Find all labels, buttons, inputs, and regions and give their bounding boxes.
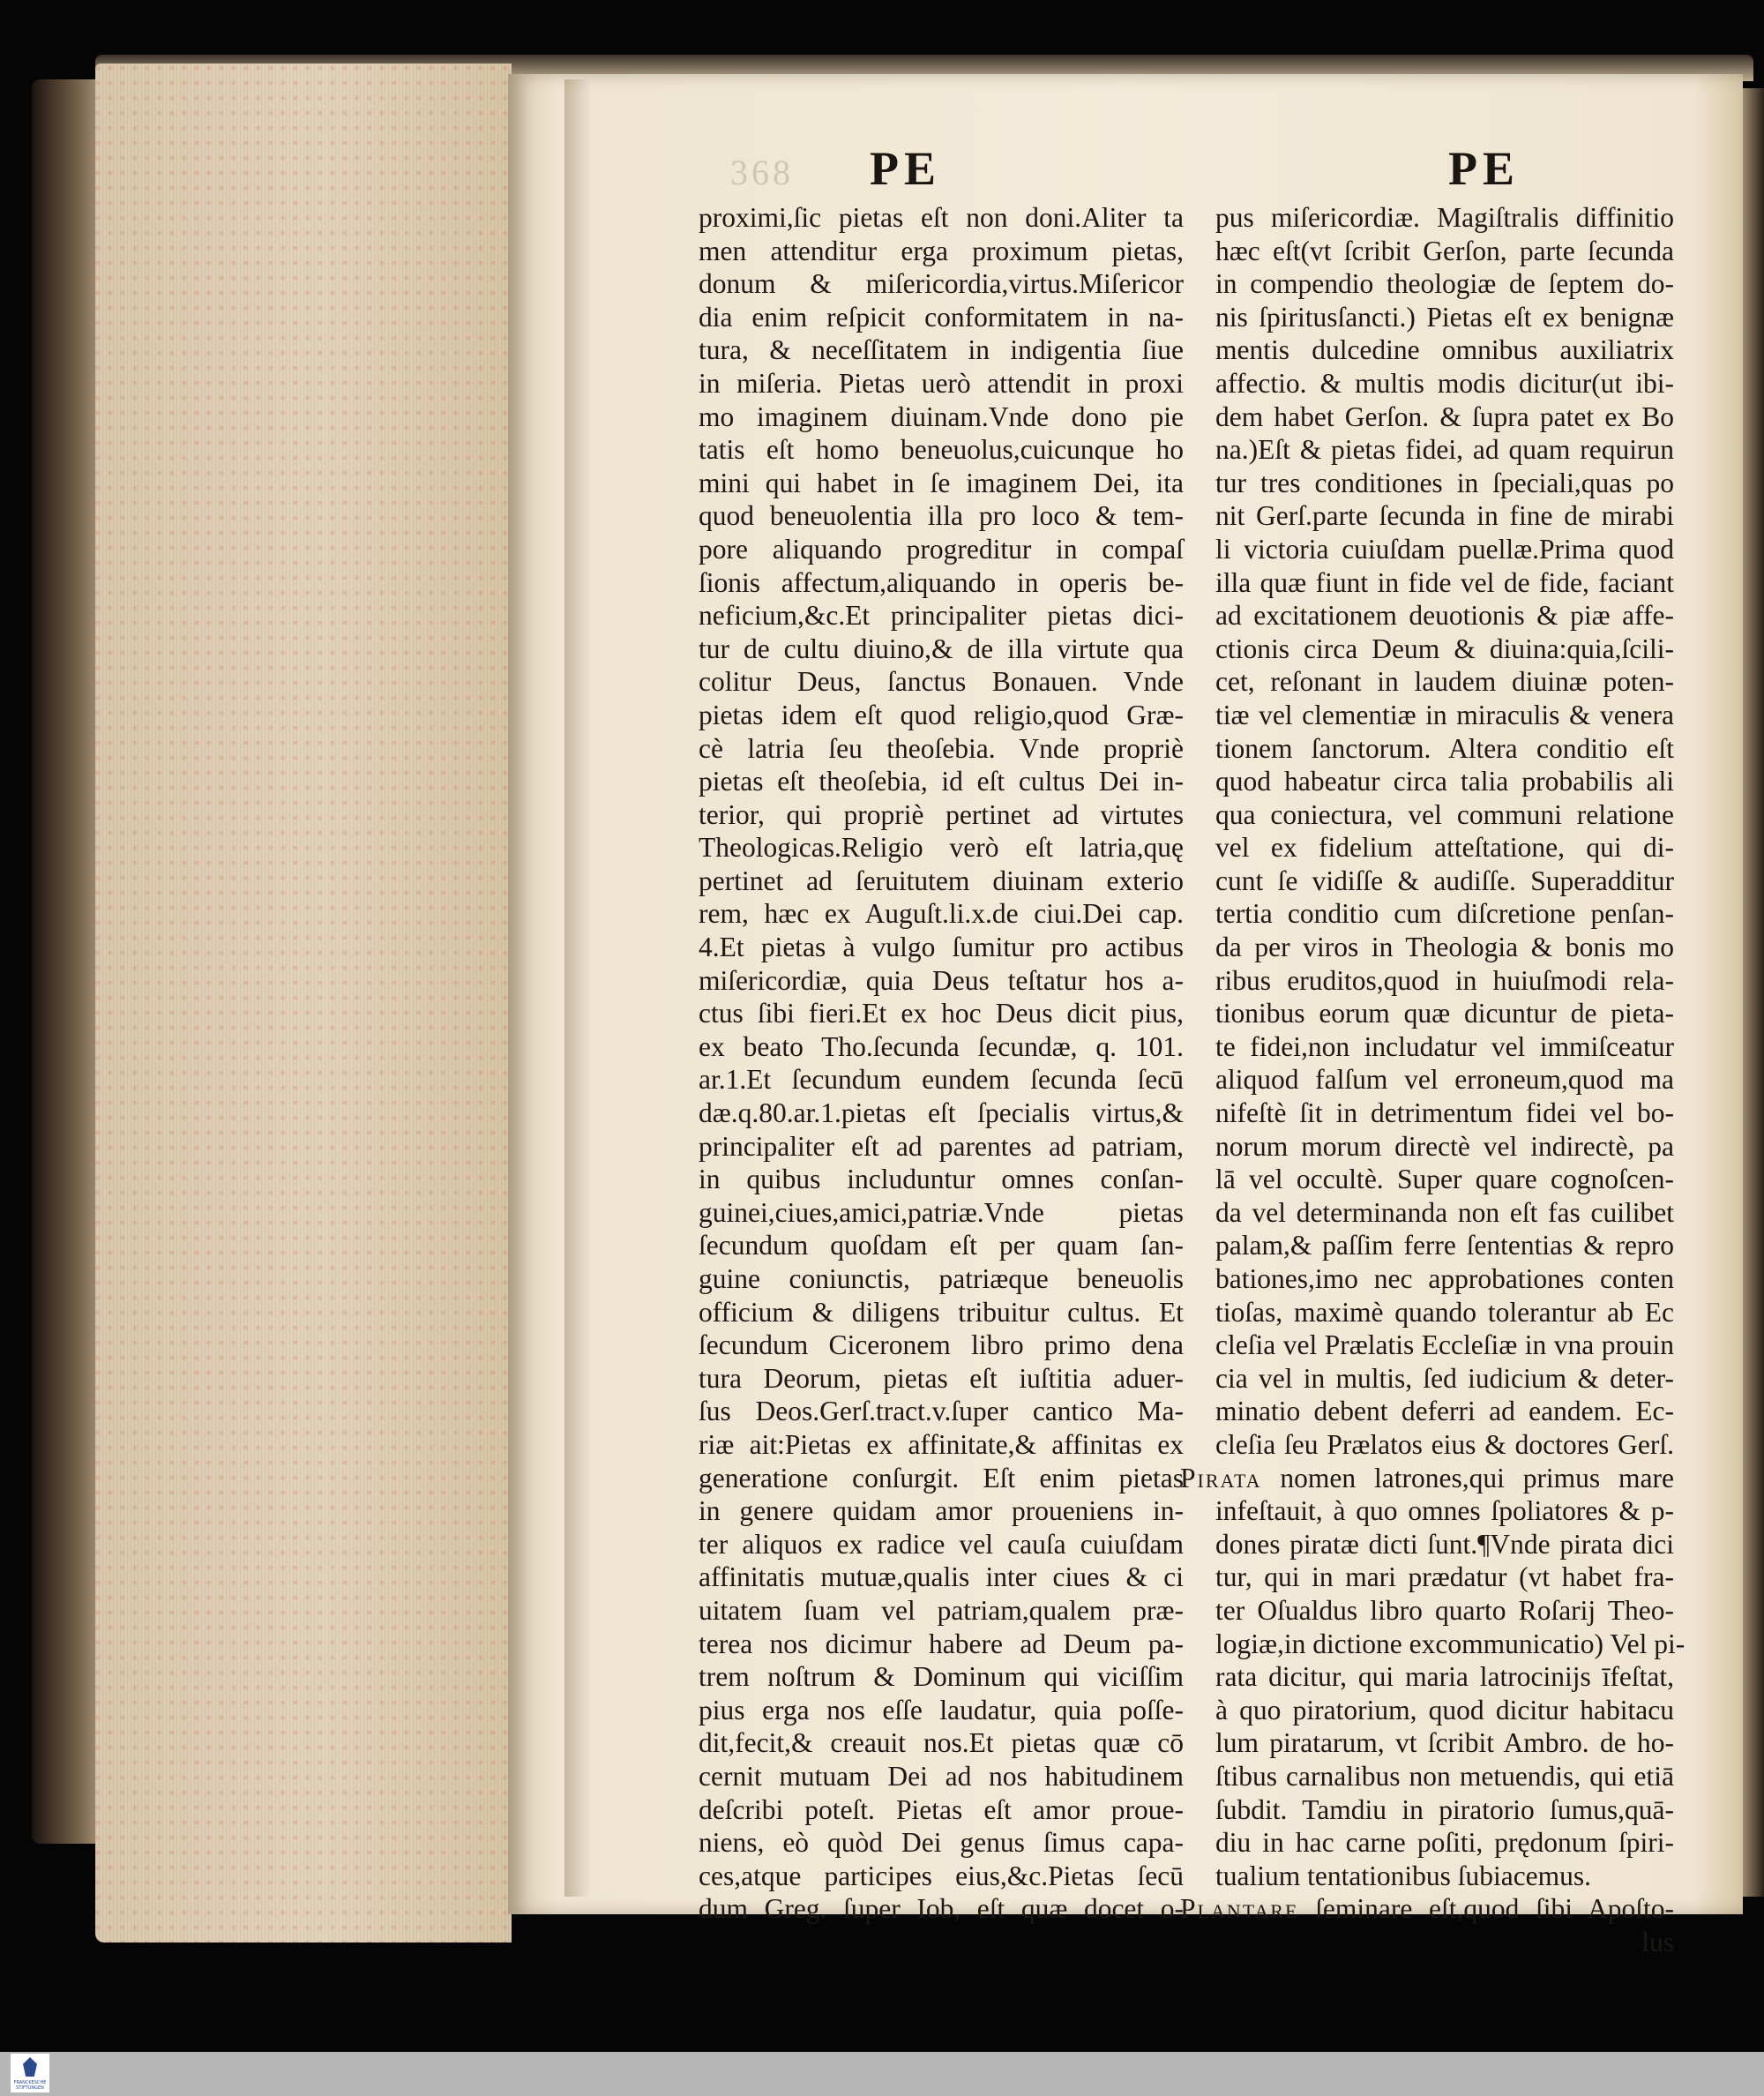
text-line: generatione conſurgit. Eſt enim pietas [699,1462,1184,1493]
text-line: aliquod falſum vel erroneum,quod ma [1215,1064,1674,1096]
text-line: cleſia vel Prælatis Eccleſiæ in vna prouin [1215,1329,1674,1361]
text-line: riæ ait:Pietas ex affinitate,& affinitas ex [699,1428,1184,1460]
text-line: men attenditur erga proximum pietas, [699,235,1184,266]
text-line: rem, hæc ex Auguſt.li.x.de ciui.Dei cap. [699,898,1184,930]
plantare-entry [1180,1892,1683,1958]
running-head-right: PE [1448,142,1521,195]
plantare-first-line [1180,1892,1674,1926]
text-line: da per viros in Theologia & bonis mo [1215,932,1674,963]
text-line: terior, qui propriè pertinet ad virtutes [699,798,1184,830]
page-edges-block [95,64,512,1943]
text-line: tur tres conditiones in ſpeciali,quas po [1215,467,1674,498]
text-line: colitur Deus, ſanctus Bonauen. Vnde [699,666,1184,698]
text-line: te fidei,non includatur vel immiſceatur [1215,1030,1674,1062]
text-line: bationes,imo nec approbationes conten [1215,1263,1674,1294]
text-line: ctus ſibi fieri.Et ex hoc Deus dicit pius, [699,998,1184,1029]
text-line: tionibus eorum quæ dicuntur de pieta- [1215,998,1674,1029]
text-line: nis ſpiritusſancti.) Pietas eſt ex benignæ [1215,301,1674,333]
book-spine-shadow [32,79,102,1844]
pirata-line: ter Oſualdus libro quarto Roſarij Theo- [1215,1594,1674,1626]
text-line: pus miſericordiæ. Magiſtralis diffinitio [1215,202,1674,233]
pirata-line: nomen latrones,qui primus mare [1280,1462,1675,1493]
text-line: li victoria cuiuſdam puellæ.Prima quod [1215,533,1674,565]
text-line: tur de cultu diuino,& de illa virtute qua [699,633,1184,664]
text-line: terea nos dicimur habere ad Deum pa- [699,1628,1184,1659]
text-line: ſus Deos.Gerſ.tract.v.ſuper cantico Ma- [699,1396,1184,1427]
text-line: mini qui habet in ſe imaginem Dei, ita [699,467,1184,498]
text-line: quod habeatur circa talia probabilis ali [1215,766,1674,797]
text-line: miſericordiæ, quia Deus teſtatur hos a- [699,964,1184,996]
running-head-left: PE [870,142,942,195]
text-line: na.)Eſt & pietas fidei, ad quam requirun [1215,434,1674,466]
text-line: guine coniunctis, patriæque beneuolis [699,1263,1184,1294]
text-line: dem habet Gerſon. & ſupra patet ex Bo [1215,400,1674,432]
text-line: cia vel in multis, ſed iudicium & deter- [1215,1362,1674,1394]
text-line: dit,fecit,& creauit nos.Et pietas quæ cō [699,1727,1184,1759]
text-line: cet, reſonant in laudem diuinæ poten- [1215,666,1674,698]
pirata-line: infeſtauit, à quo omnes ſpoliatores & p- [1215,1495,1674,1527]
text-line: deſcribi poteſt. Pietas eſt amor proue- [699,1793,1184,1825]
text-line: nit Gerſ.parte ſecunda in fine de mirabi [1215,500,1674,532]
text-line: affinitatis mutuæ,qualis inter ciues & ci [699,1561,1184,1593]
pirata-line: rata dicitur, qui maria latrocinijs īfeſtat, [1215,1661,1674,1693]
text-line: ſionis affectum,aliquando in operis be- [699,566,1184,598]
pirata-line: ſtibus carnalibus non metuendis, qui etiā [1215,1760,1674,1792]
text-line: lā vel occultè. Super quare cognoſcen- [1215,1164,1674,1195]
text-line: ex beato Tho.ſecunda ſecundæ, q. 101. [699,1030,1184,1062]
text-line: cleſia ſeu Prælatos eius & doctores Gerſ. [1215,1428,1674,1460]
text-line: Theologicas.Religio verò eſt latria,quę [699,832,1184,864]
pirata-line: logiæ,in dictione excommunicatio) Vel pi- [1215,1628,1686,1659]
text-line: guinei,ciues,amici,patriæ.Vnde pietas [699,1196,1184,1228]
text-line: tura Deorum, pietas eſt iuſtitia aduer- [699,1362,1184,1394]
text-line: tura, & neceſſitatem in indigentia ſiue [699,334,1184,366]
right-page-edge [1743,88,1764,1897]
text-line: qua coniectura, vel communi relatione [1215,798,1674,830]
text-line: mentis dulcedine omnibus auxiliatrix [1215,334,1674,366]
text-line: tioſas, maximè quando tolerantur ab Ec [1215,1296,1674,1328]
pirata-line: à quo piratorium, quod dicitur habitacu [1215,1694,1674,1725]
text-line: uitatem ſuam vel patriam,qualem præ- [699,1594,1184,1626]
pirata-line: tur, qui in mari prædatur (vt habet fra- [1215,1561,1674,1593]
text-line: palam,& paſſim ferre ſententias & repro [1215,1230,1674,1261]
show-through-folio: 368 [730,153,794,192]
pirata-line: lum piratarum, vt ſcribit Ambro. de ho- [1215,1727,1674,1759]
text-line: quod beneuolentia illa pro loco & tem- [699,500,1184,532]
text-line: tatis eſt homo beneuolus,cuicunque ho [699,434,1184,466]
text-line: in compendio theologiæ de ſeptem do- [1215,268,1674,300]
text-line: ribus eruditos,quod in huiuſmodi rela- [1215,964,1674,996]
text-line: dum Greg. ſuper Iob, eſt quæ docet o- [699,1893,1184,1925]
right-column-body [1215,201,1683,1462]
text-line: in quibus includuntur omnes conſan- [699,1164,1184,1195]
text-line: ter aliquos ex radice vel cauſa cuiuſdam [699,1528,1184,1560]
text-line: pius erga nos eſſe laudatur, quia poſſe- [699,1694,1184,1725]
text-line: tiæ vel clementiæ in miraculis & venera [1215,699,1674,730]
text-line: tertia conditio cum diſcretione penſan- [1215,898,1674,930]
text-line: cunt ſe vidiſſe & audiſſe. Superadditur [1215,865,1674,896]
text-line: tionem ſanctorum. Altera conditio eſt [1215,732,1674,764]
text-line: vel ex fidelium atteſtatione, qui di- [1215,832,1674,864]
text-line: ces,atque participes eius,&c.Pietas ſecū [699,1860,1184,1891]
text-line: ad excitationem deuotionis & piæ affe- [1215,600,1674,632]
pirata-entry [1180,1462,1686,1893]
pirata-body [1215,1494,1686,1892]
text-line: pertinet ad ſeruitutem diuinam exterio [699,865,1184,896]
logo-text: FRANCKESCHE STIFTUNGEN [13,2080,47,2091]
catchword: lus [1641,1926,1674,1958]
pirata-line: dones piratæ dicti ſunt.¶Vnde pirata dici [1215,1528,1674,1560]
text-line: norum morum directè vel indirectè, pa [1215,1130,1674,1162]
pirata-line: diu in hac carne poſiti, prędonum ſpiri- [1215,1827,1674,1859]
entry-headword-pirata: Pirata [1180,1462,1262,1493]
library-logo [11,2054,49,2092]
text-line: donum & miſericordia,virtus.Miſericor [699,268,1184,300]
pirata-line: ſubdit. Tamdiu in piratorio ſumus,quā- [1215,1793,1674,1825]
text-line: nifeſtè ſit in detrimentum fidei vel bo- [1215,1097,1674,1129]
text-line: cè latria ſeu theoſebia. Vnde propriè [699,732,1184,764]
gutter-shadow [564,79,591,1897]
pirata-first-line [1180,1462,1674,1495]
right-text-column [1180,201,1686,1958]
text-line: pore aliquando progreditur in compaſ [699,533,1184,565]
text-line: pietas idem eſt quod religio,quod Græ- [699,699,1184,730]
text-line: mo imaginem diuinam.Vnde dono pie [699,400,1184,432]
text-line: ar.1.Et ſecundum eundem ſecunda ſecū [699,1064,1184,1096]
text-line: minatio debent deferri ad eandem. Ec- [1215,1396,1674,1427]
text-line: affectio. & multis modis dicitur(ut ibi- [1215,367,1674,399]
viewer-footer-bar [0,2052,1764,2096]
left-text-column [699,201,1192,1926]
text-line: 4.Et pietas à vulgo ſumitur pro actibus [699,932,1184,963]
text-line: ctionis circa Deum & diuina:quia,ſcili- [1215,633,1674,664]
pirata-line: tualium tentationibus ſubiacemus. [1215,1860,1592,1891]
text-line: dæ.q.80.ar.1.pietas eſt ſpecialis virtus,& [699,1097,1184,1129]
text-line: illa quæ fiunt in fide vel de fide, faciant [1215,566,1674,598]
plantare-line: ſeminare eſt,quod ſibi Apoſto- [1315,1893,1675,1925]
text-line: hæc eſt(vt ſcribit Gerſon, parte ſecunda [1215,235,1674,266]
text-line: principaliter eſt ad parentes ad patriam, [699,1130,1184,1162]
text-line: niens, eò quòd Dei genus ſimus capa- [699,1827,1184,1859]
text-line: officium & diligens tribuitur cultus. Et [699,1296,1184,1328]
logo-icon [23,2057,37,2077]
text-line: pietas eſt theoſebia, id eſt cultus Dei in- [699,766,1184,797]
text-line: trem noſtrum & Dominum qui viciſſim [699,1661,1184,1693]
text-line: neficium,&c.Et principaliter pietas dici- [699,600,1184,632]
text-line: dia enim reſpicit conformitatem in na- [699,301,1184,333]
text-line: ſecundum quoſdam eſt per quam ſan- [699,1230,1184,1261]
text-line: da vel determinanda non eſt fas cuilibet [1215,1196,1674,1228]
text-line: in genere quidam amor proueniens in- [699,1495,1184,1527]
text-line: ſecundum Ciceronem libro primo dena [699,1329,1184,1361]
entry-headword-plantare: Plantare [1180,1893,1299,1925]
text-line: in miſeria. Pietas uerò attendit in proxi [699,367,1184,399]
text-line: proximi,ſic pietas eſt non doni.Aliter ta [699,202,1184,233]
text-line: cernit mutuam Dei ad nos habitudinem [699,1760,1184,1792]
